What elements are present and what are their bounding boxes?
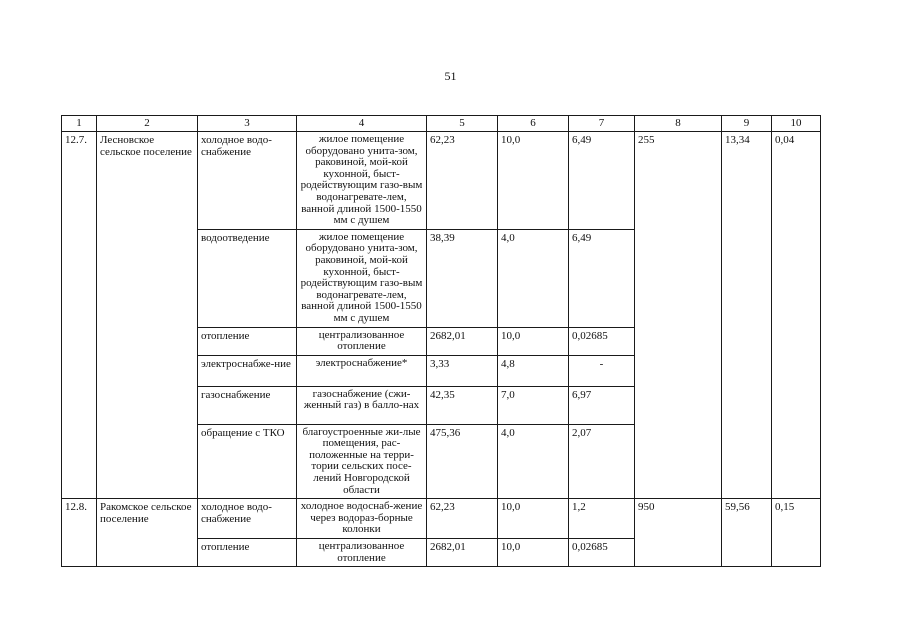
value-col6: 10,0 (498, 499, 569, 539)
value-col5: 42,35 (427, 386, 498, 424)
value-col5: 62,23 (427, 132, 498, 230)
value-col10: 0,15 (772, 499, 821, 567)
value-col10: 0,04 (772, 132, 821, 499)
service-name: отопление (198, 327, 297, 355)
header-cell: 9 (722, 116, 772, 132)
service-name: водоотведение (198, 229, 297, 327)
service-name: отопление (198, 539, 297, 567)
service-name: газоснабжение (198, 386, 297, 424)
service-description: газоснабжение (сжи-женный газ) в балло-нах (297, 386, 427, 424)
row-number: 12.7. (62, 132, 97, 499)
service-description: жилое помещение оборудовано унита-зом, раковиной, мой-кой кухонной, быст-родействующим газо-вым водонагревате-лем, ванной длиной 1500-1550 мм с душем (297, 132, 427, 230)
page-number: 51 (444, 69, 457, 83)
value-col7: - (569, 355, 635, 386)
service-name: обращение с ТКО (198, 424, 297, 499)
service-description: централизованное отопление (297, 327, 427, 355)
header-cell: 3 (198, 116, 297, 132)
service-description: централизованное отопление (297, 539, 427, 567)
value-col6: 7,0 (498, 386, 569, 424)
service-description: жилое помещение оборудовано унита-зом, раковиной, мой-кой кухонной, быст-родействующим газо-вым водонагревате-лем, ванной длиной 1500-1550 мм с душем (297, 229, 427, 327)
value-col6: 10,0 (498, 539, 569, 567)
header-cell: 7 (569, 116, 635, 132)
service-name: холодное водо-снабжение (198, 132, 297, 230)
header-cell: 1 (62, 116, 97, 132)
value-col7: 0,02685 (569, 327, 635, 355)
value-col5: 3,33 (427, 355, 498, 386)
header-cell: 10 (772, 116, 821, 132)
value-col7: 1,2 (569, 499, 635, 539)
value-col5: 38,39 (427, 229, 498, 327)
service-description: электроснабжение* (297, 355, 427, 386)
header-cell: 5 (427, 116, 498, 132)
value-col5: 2682,01 (427, 539, 498, 567)
value-col5: 475,36 (427, 424, 498, 499)
table-row (62, 132, 821, 230)
settlement-name: Ракомское сельское поселение (97, 499, 198, 567)
value-col6: 10,0 (498, 132, 569, 230)
value-col6: 4,0 (498, 424, 569, 499)
service-description: холодное водоснаб-жение через водораз-борные колонки (297, 499, 427, 539)
value-col7: 6,49 (569, 229, 635, 327)
value-col7: 6,97 (569, 386, 635, 424)
header-cell: 6 (498, 116, 569, 132)
value-col7: 2,07 (569, 424, 635, 499)
value-col8: 950 (635, 499, 722, 567)
value-col9: 59,56 (722, 499, 772, 567)
tariff-table (61, 115, 821, 567)
value-col6: 4,8 (498, 355, 569, 386)
header-row (62, 116, 821, 132)
header-cell: 4 (297, 116, 427, 132)
value-col5: 2682,01 (427, 327, 498, 355)
value-col6: 4,0 (498, 229, 569, 327)
value-col9: 13,34 (722, 132, 772, 499)
table-row (62, 499, 821, 539)
service-description: благоустроенные жи-лые помещения, рас-положенные на терри-тории сельских посе-лений Новгородской области (297, 424, 427, 499)
value-col5: 62,23 (427, 499, 498, 539)
value-col6: 10,0 (498, 327, 569, 355)
header-cell: 2 (97, 116, 198, 132)
value-col8: 255 (635, 132, 722, 499)
settlement-name: Лесновское сельское поселение (97, 132, 198, 499)
value-col7: 6,49 (569, 132, 635, 230)
header-cell: 8 (635, 116, 722, 132)
row-number: 12.8. (62, 499, 97, 567)
service-name: холодное водо-снабжение (198, 499, 297, 539)
value-col7: 0,02685 (569, 539, 635, 567)
service-name: электроснабже-ние (198, 355, 297, 386)
